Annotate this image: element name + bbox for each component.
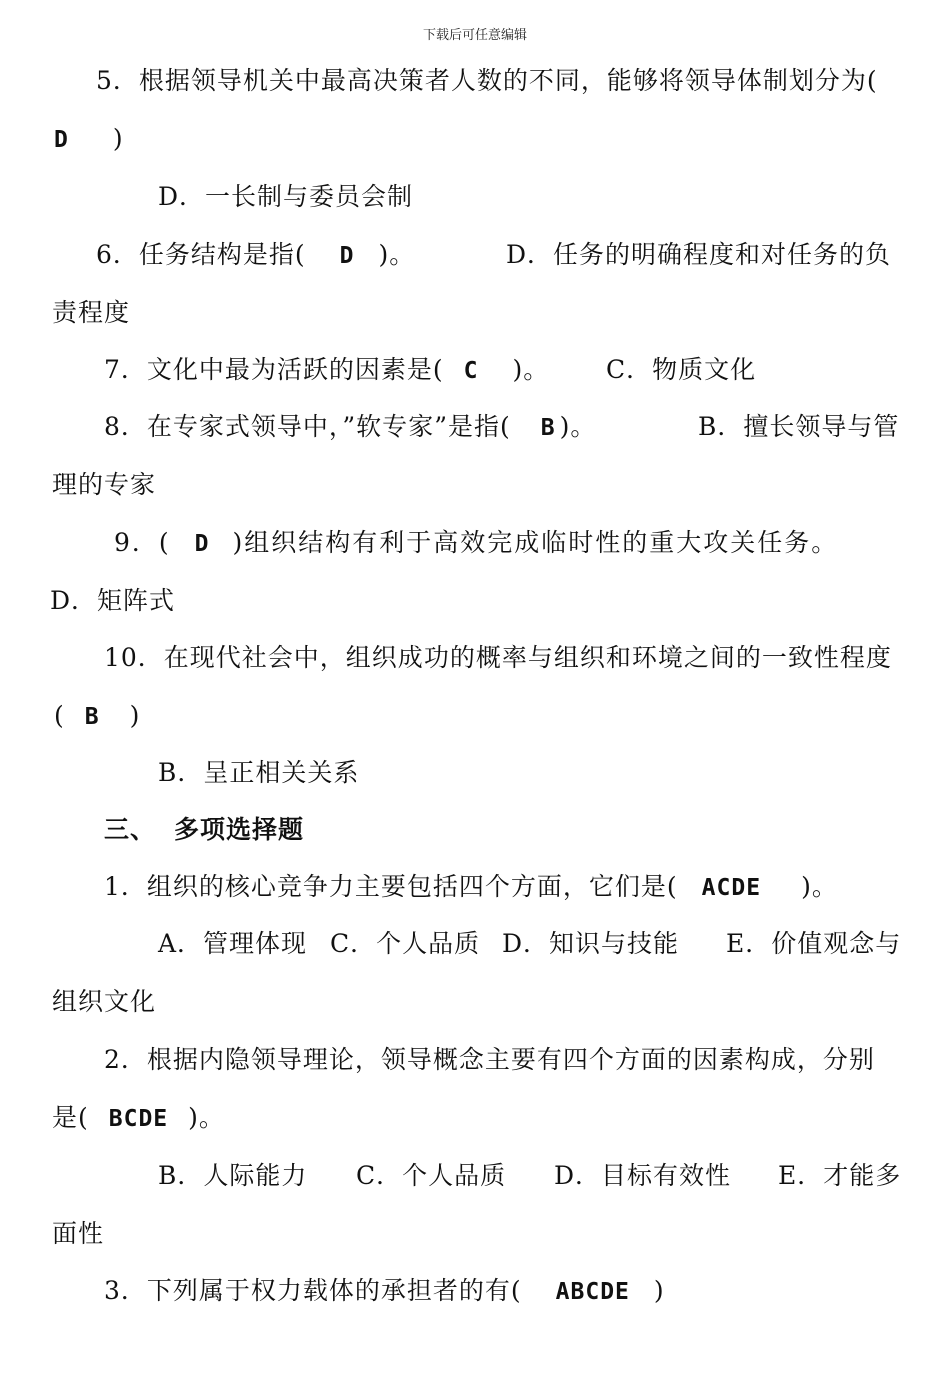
m2-open: 是( bbox=[52, 1103, 89, 1132]
q6-question bbox=[96, 240, 415, 271]
m1-option-c: C．个人品质 bbox=[330, 929, 481, 958]
q6-answer: D bbox=[339, 243, 355, 269]
m1-question bbox=[104, 872, 838, 903]
q9-stem: )组织结构有利于高效完成临时性的重大攻关任务。 bbox=[232, 528, 839, 557]
section-title: 多项选择题 bbox=[174, 815, 305, 844]
m1-option-a: A．管理体现 bbox=[158, 929, 308, 958]
q10-option: B．呈正相关关系 bbox=[158, 758, 360, 787]
page-header: 下载后可任意编辑 bbox=[422, 28, 527, 43]
q7-question bbox=[104, 355, 549, 386]
q8-answer: B bbox=[540, 415, 556, 441]
q8-option-b: 理的专家 bbox=[52, 470, 157, 499]
q9-open: 9．( bbox=[114, 528, 171, 557]
q7-option: C．物质文化 bbox=[606, 355, 757, 384]
q8-close: )。 bbox=[559, 412, 597, 441]
q10-stem: 10．在现代社会中，组织成功的概率与组织和环境之间的一致性程度 bbox=[104, 643, 892, 672]
q8-option-a: B．擅长领导与管 bbox=[698, 412, 900, 441]
q7-stem: 7．文化中最为活跃的因素是( bbox=[104, 355, 444, 384]
m2-option-b: B．人际能力 bbox=[158, 1161, 308, 1190]
q10-answer: B bbox=[84, 704, 100, 730]
q9-option: D．矩阵式 bbox=[50, 586, 176, 615]
m2-option-d: D．目标有效性 bbox=[554, 1161, 732, 1190]
q6-stem: 6．任务结构是指( bbox=[96, 240, 306, 269]
m2-option-e: E．才能多 bbox=[778, 1161, 902, 1190]
q5-close: ) bbox=[112, 124, 124, 153]
m1-option-d: D．知识与技能 bbox=[502, 929, 680, 958]
m3-answer: ABCDE bbox=[555, 1279, 630, 1305]
q10-close: ) bbox=[129, 701, 141, 730]
q9-answer: D bbox=[194, 531, 211, 557]
section-number: 三、 bbox=[104, 815, 157, 844]
m3-question bbox=[104, 1276, 665, 1307]
q6-option-b: 责程度 bbox=[52, 298, 131, 327]
q7-answer: C bbox=[463, 358, 479, 384]
m2-option-e-cont: 面性 bbox=[52, 1219, 105, 1248]
section-heading bbox=[104, 815, 304, 845]
q5-stem-text: 5．根据领导机关中最高决策者人数的不同，能够将领导体制划分为( bbox=[96, 66, 878, 95]
m2-close: )。 bbox=[188, 1103, 225, 1132]
q6-close: )。 bbox=[378, 240, 416, 269]
q8-stem: 8．在专家式领导中，”软专家”是指( bbox=[104, 412, 511, 441]
q10-open: ( bbox=[54, 701, 65, 730]
q7-close: )。 bbox=[512, 355, 550, 384]
q6-option-a: D．任务的明确程度和对任务的负 bbox=[506, 240, 892, 269]
m1-close: )。 bbox=[801, 872, 838, 901]
q10-answer-line bbox=[54, 701, 140, 732]
m2-stem: 2．根据内隐领导理论，领导概念主要有四个方面的因素构成，分别 bbox=[104, 1045, 875, 1074]
q5-option: D．一长制与委员会制 bbox=[158, 182, 414, 211]
m2-answer: BCDE bbox=[108, 1106, 169, 1132]
q5-answer: D bbox=[54, 127, 69, 153]
m3-close: ) bbox=[653, 1276, 665, 1305]
m3-stem: 3．下列属于权力载体的承担者的有( bbox=[104, 1276, 522, 1305]
m1-option-e: E．价值观念与 bbox=[726, 929, 902, 958]
m2-answer-line bbox=[52, 1103, 225, 1134]
q5-answer-line bbox=[50, 124, 124, 155]
q5-stem bbox=[96, 66, 878, 96]
m1-option-e-cont: 组织文化 bbox=[52, 987, 157, 1016]
m1-stem: 1．组织的核心竞争力主要包括四个方面，它们是( bbox=[104, 872, 678, 901]
m2-option-c: C．个人品质 bbox=[356, 1161, 507, 1190]
m1-answer: ACDE bbox=[701, 875, 762, 901]
q9-question bbox=[114, 528, 838, 559]
q8-question bbox=[104, 412, 596, 443]
